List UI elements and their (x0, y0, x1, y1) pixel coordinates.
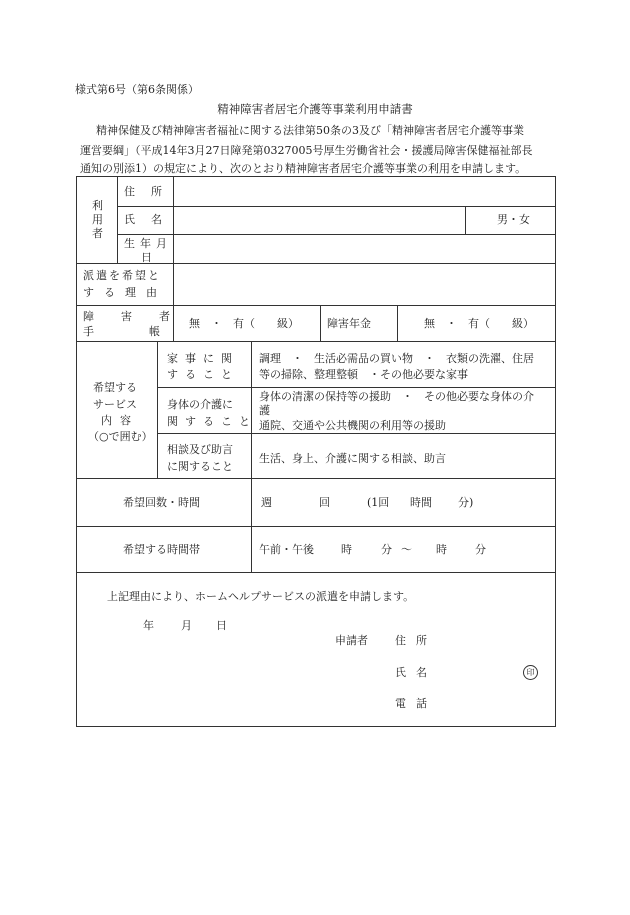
date-year: 年 (143, 619, 154, 632)
services-label-2: サービス (93, 398, 137, 411)
frequency-minutes: 分) (458, 496, 474, 509)
user-label-1: 利 (92, 199, 103, 212)
user-label-2: 用 (92, 213, 103, 226)
service-option-3[interactable]: 生活、身上、介護に関する相談、助言 (259, 452, 446, 465)
applicant-phone-label: 電話 (395, 697, 437, 710)
rule (117, 177, 118, 263)
preamble-line-2: 運営要綱」（平成14年3月27日障発第0327005号厚生労働省社会・援護局障害保健福祉部長 (80, 144, 533, 157)
seal-mark: 印 (523, 665, 538, 680)
user-label-3: 者 (92, 227, 103, 240)
services-label-4: （○で囲む） (88, 430, 153, 443)
service-category-3-line-2: に関すること (167, 460, 233, 473)
rule (320, 305, 321, 341)
services-label-3: 内容 (101, 414, 139, 427)
frequency-label: 希望回数・時間 (123, 496, 200, 509)
form-number: 様式第6号（第6条関係） (75, 83, 199, 96)
service-option-2-line-2[interactable]: 護 (259, 404, 270, 417)
date-month: 月 (181, 619, 192, 632)
sex-options[interactable]: 男・女 (497, 213, 530, 226)
name-field[interactable] (174, 207, 464, 233)
reason-field[interactable] (174, 264, 554, 304)
rule (77, 341, 555, 342)
time-slot-label: 希望する時間帯 (123, 543, 200, 556)
service-option-2-line-3[interactable]: 通院、交通や公共機関の利用等の援助 (259, 419, 446, 432)
applicant-address-label: 住所 (395, 634, 437, 647)
reason-label-2: する理由 (83, 286, 167, 299)
address-label: 住所 (124, 185, 178, 198)
time-slot-minute: 分 (381, 543, 392, 556)
rule (157, 387, 555, 388)
rule (251, 341, 252, 572)
time-slot-hour-2: 時 (436, 543, 447, 556)
handbook-label-1: 障害者 (83, 310, 197, 323)
application-form (76, 176, 556, 727)
pension-label: 障害年金 (327, 317, 371, 330)
rule (157, 341, 158, 478)
reason-label-1: 派遣を希望と (83, 269, 161, 282)
date-day: 日 (216, 619, 227, 632)
handbook-options[interactable]: 無 ・ 有（ 級） (189, 317, 299, 330)
frequency-week: 週 (261, 496, 272, 509)
time-slot-ampm[interactable]: 午前・午後 (259, 543, 314, 556)
rule (77, 572, 555, 573)
service-category-2-line-1: 身体の介護に (167, 398, 233, 411)
service-option-1-line-2[interactable]: 等の掃除、整理整頓 ・その他必要な家事 (259, 368, 468, 381)
service-option-1-line-1[interactable]: 調理 ・ 生活必需品の買い物 ・ 衣類の洗濯、住居 (259, 352, 534, 365)
time-slot-minute-2: 分 (475, 543, 486, 556)
rule (157, 433, 555, 434)
dob-label-day: 日 (141, 251, 152, 264)
service-category-3-line-1: 相談及び助言 (167, 443, 233, 456)
service-category-1-line-1: 家事に関 (167, 352, 239, 365)
preamble-line-1: 精神保健及び精神障害者福祉に関する法律第50条の3及び「精神障害者居宅介護等事業 (96, 124, 524, 137)
time-slot-tilde: ～ (401, 543, 412, 556)
form-title: 精神障害者居宅介護等事業利用申請書 (217, 102, 413, 116)
pension-options[interactable]: 無 ・ 有（ 級） (424, 317, 534, 330)
time-slot-hour: 時 (341, 543, 352, 556)
name-label: 氏名 (124, 213, 178, 226)
rule (77, 526, 555, 527)
application-statement: 上記理由により、ホームヘルプサービスの派遣を申請します。 (107, 590, 415, 603)
rule (465, 206, 466, 234)
frequency-hours: 時間 (410, 496, 432, 509)
applicant-name-label: 氏名 (395, 666, 437, 679)
service-option-2-line-1[interactable]: 身体の清潔の保持等の援助 ・ その他必要な身体の介 (259, 390, 534, 403)
handbook-label-2: 手帳 (83, 325, 215, 338)
preamble-line-3: 通知の別添1）の規定により、次のとおり精神障害者居宅介護等事業の利用を申請します。 (80, 162, 527, 175)
rule (397, 305, 398, 341)
rule (77, 478, 555, 479)
applicant-label: 申請者 (335, 634, 368, 647)
frequency-per: (1回 (367, 496, 390, 509)
address-field[interactable] (174, 178, 554, 205)
dob-field[interactable] (174, 235, 554, 262)
service-category-1-line-2: すること (167, 368, 239, 381)
services-label-1: 希望する (93, 381, 137, 394)
dob-label: 生年月 (124, 237, 172, 250)
rule (77, 305, 555, 306)
service-category-2-line-2: 関すること (167, 415, 257, 428)
frequency-times: 回 (319, 496, 330, 509)
